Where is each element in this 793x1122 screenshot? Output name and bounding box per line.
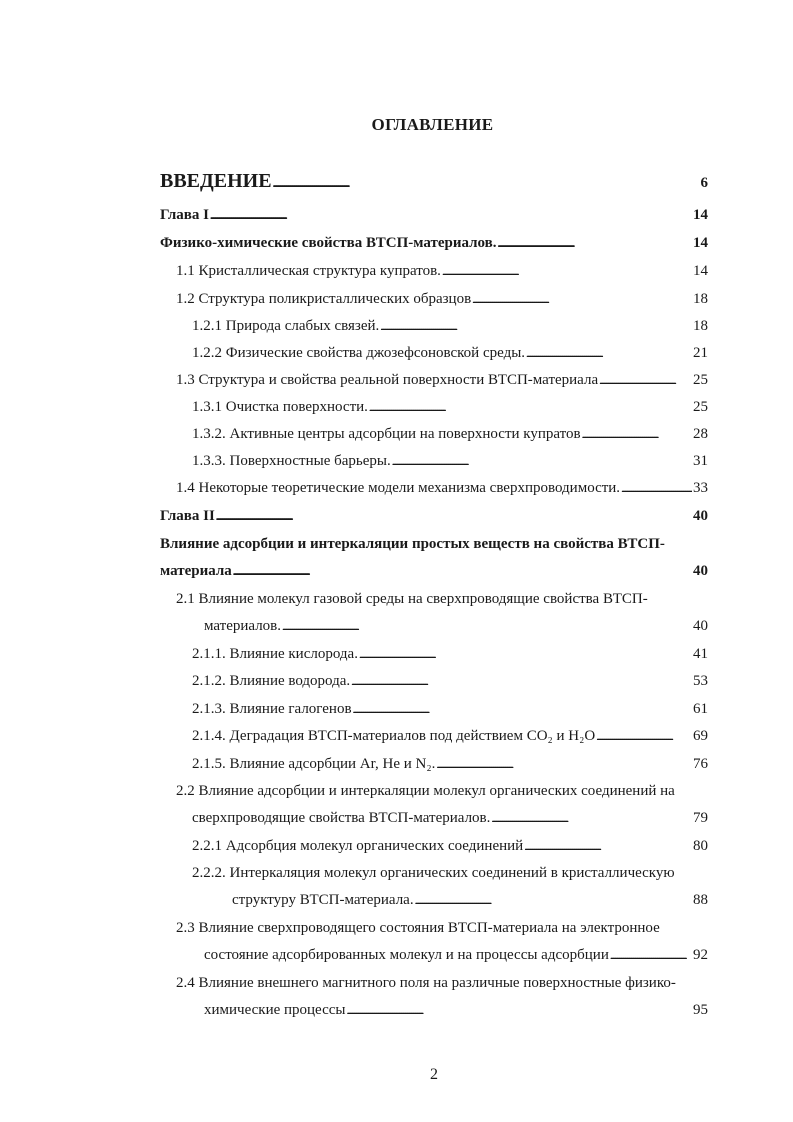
toc-entry-page: 21 (693, 345, 708, 361)
toc-entry-page: 18 (693, 291, 708, 307)
dot-leader (369, 404, 692, 414)
toc-entry-introduction[interactable] (160, 172, 708, 192)
toc-entry-2-2-line1[interactable] (176, 782, 708, 800)
toc-entry-page: 53 (693, 673, 708, 689)
toc-entry-title: материалов. (204, 618, 282, 634)
toc-entry-1-3-1[interactable] (192, 398, 708, 416)
toc-entry-page: 69 (693, 728, 708, 744)
dot-leader (216, 513, 692, 523)
toc-entry-title-line1: 2.2 Влияние адсорбции и интеркаляции молекул органических соединений на (176, 783, 675, 799)
dot-leader (380, 323, 692, 333)
dot-leader (442, 268, 692, 278)
toc-entry-title: 1.2 Структура поликристаллических образцов (176, 291, 472, 307)
toc-entry-title-line1: 2.4 Влияние внешнего магнитного поля на различные поверхностные физико- (176, 975, 676, 991)
toc-entry-2-1-1[interactable] (192, 645, 708, 663)
toc-entry-title: 2.1.2. Влияние водорода. (192, 673, 351, 689)
toc-entry-page: 31 (693, 453, 708, 469)
toc-entry-page: 6 (700, 175, 708, 191)
toc-entry-chapter-1-title[interactable] (160, 234, 708, 252)
toc-entry-page: 40 (693, 563, 708, 579)
toc-entry-page: 61 (693, 701, 708, 717)
dot-leader (353, 706, 692, 716)
toc-heading: ОГЛАВЛЕНИЕ (371, 115, 494, 134)
toc-entry-2-2-2-line1[interactable] (192, 864, 708, 882)
toc-entry-title: структуру ВТСП-материала. (232, 892, 414, 908)
toc-entry-2-1-4[interactable] (192, 727, 708, 745)
toc-entry-page: 14 (693, 207, 708, 223)
dot-leader (610, 952, 692, 962)
toc-entry-title: Физико-химические свойства ВТСП-материалов. (160, 235, 497, 251)
dot-leader (282, 623, 692, 633)
toc-entry-page: 95 (693, 1002, 708, 1018)
toc-entry-page: 40 (693, 618, 708, 634)
dot-leader (351, 678, 692, 688)
toc-entry-title: 1.3.2. Активные центры адсорбции на поверхности купратов (192, 426, 581, 442)
toc-entry-2-2-2[interactable] (232, 891, 708, 909)
toc-entry-page: 92 (693, 947, 708, 963)
toc-entry-title: 2.1.3. Влияние галогенов (192, 701, 352, 717)
toc-entry-1-4[interactable] (176, 479, 708, 497)
toc-entry-page: 79 (693, 810, 708, 826)
toc-entry-title: сверхпроводящие свойства ВТСП-материалов. (192, 810, 491, 826)
toc-entry-page: 25 (693, 399, 708, 415)
toc-entry-title: 2.2.1 Адсорбция молекул органических соединений (192, 838, 524, 854)
dot-leader (472, 296, 692, 306)
toc-entry-chapter-2-title-line1[interactable] (160, 535, 708, 553)
toc-entry-2-1-2[interactable] (192, 672, 708, 690)
toc-entry-page: 40 (693, 508, 708, 524)
toc-entry-title: 1.3.3. Поверхностные барьеры. (192, 453, 391, 469)
dot-leader (599, 377, 692, 387)
toc-entry-1-1[interactable] (176, 262, 708, 280)
toc-entry-title: 1.2.1 Природа слабых связей. (192, 318, 380, 334)
dot-leader (210, 212, 692, 222)
toc-entry-1-2-1[interactable] (192, 317, 708, 335)
dot-leader (273, 180, 700, 190)
dot-leader (415, 897, 692, 907)
toc-entry-2-3[interactable] (204, 946, 708, 964)
dot-leader (621, 485, 692, 495)
toc-entry-page: 14 (693, 263, 708, 279)
dot-leader (346, 1007, 692, 1017)
toc-entry-2-4-line1[interactable] (176, 974, 708, 992)
toc-entry-title: химические процессы (204, 1002, 346, 1018)
dot-leader (491, 815, 692, 825)
toc-entry-1-3[interactable] (176, 371, 708, 389)
toc-entry-page: 41 (693, 646, 708, 662)
toc-entry-title: ВВЕДЕНИЕ (160, 170, 272, 192)
toc-entry-title: Глава II (160, 508, 215, 524)
toc-entry-page: 25 (693, 372, 708, 388)
toc-entry-1-2[interactable] (176, 290, 708, 308)
toc-entry-2-2-1[interactable] (192, 837, 708, 855)
dot-leader (498, 240, 692, 250)
toc-entry-title: 2.1.4. Деградация ВТСП-материалов под действием CO₂ и H₂O (192, 728, 596, 744)
toc-entry-2-1-line1[interactable] (176, 590, 708, 608)
toc-entry-2-1-3[interactable] (192, 700, 708, 718)
toc-entry-2-4[interactable] (204, 1001, 708, 1019)
toc-entry-chapter-2-title[interactable] (160, 562, 708, 580)
dot-leader (233, 568, 692, 578)
toc-entry-1-3-3[interactable] (192, 452, 708, 470)
toc-entry-title-line1: 2.3 Влияние сверхпроводящего состояния ВТСП-материала на электронное (176, 920, 660, 936)
dot-leader (596, 733, 692, 743)
toc-entry-title: 2.1.5. Влияние адсорбции Ar, He и N₂. (192, 756, 436, 772)
toc-entry-2-2[interactable] (192, 809, 708, 827)
toc-entry-page: 33 (693, 480, 708, 496)
toc-entry-title-line1: Влияние адсорбции и интеркаляции простых веществ на свойства ВТСП- (160, 536, 665, 552)
toc-entry-2-1-5[interactable] (192, 755, 708, 773)
page-number: 2 (430, 1066, 438, 1083)
dot-leader (524, 843, 692, 853)
toc-entry-1-3-2[interactable] (192, 425, 708, 443)
toc-entry-title: 1.2.2 Физические свойства джозефсоновской среды. (192, 345, 526, 361)
toc-entry-title: состояние адсорбированных молекул и на процессы адсорбции (204, 947, 609, 963)
toc-entry-page: 88 (693, 892, 708, 908)
toc-entry-page: 76 (693, 756, 708, 772)
toc-entry-title: 1.3.1 Очистка поверхности. (192, 399, 368, 415)
dot-leader (359, 651, 692, 661)
toc-entry-2-3-line1[interactable] (176, 919, 708, 937)
toc-entry-chapter-1[interactable] (160, 206, 708, 224)
dot-leader (392, 458, 692, 468)
toc-entry-2-1[interactable] (204, 617, 708, 635)
toc-entry-1-2-2[interactable] (192, 344, 708, 362)
toc-entry-title: 2.1.1. Влияние кислорода. (192, 646, 358, 662)
toc-entry-title-line1: 2.2.2. Интеркаляция молекул органических соединений в кристаллическую (192, 865, 675, 881)
toc-entry-title: материала (160, 563, 232, 579)
dot-leader (582, 431, 692, 441)
toc-entry-title: Глава I (160, 207, 209, 223)
toc-entry-title: 1.3 Структура и свойства реальной поверхности ВТСП-материала (176, 372, 599, 388)
toc-entry-title: 1.4 Некоторые теоретические модели механизма сверхпроводимости. (176, 480, 621, 496)
toc-entry-page: 28 (693, 426, 708, 442)
dot-leader (526, 350, 692, 360)
toc-entry-title: 1.1 Кристаллическая структура купратов. (176, 263, 441, 279)
dot-leader (436, 761, 692, 771)
toc-entry-chapter-2[interactable] (160, 507, 708, 525)
toc-entry-page: 18 (693, 318, 708, 334)
toc-entry-page: 80 (693, 838, 708, 854)
toc-entry-page: 14 (693, 235, 708, 251)
toc-entry-title-line1: 2.1 Влияние молекул газовой среды на сверхпроводящие свойства ВТСП- (176, 591, 648, 607)
